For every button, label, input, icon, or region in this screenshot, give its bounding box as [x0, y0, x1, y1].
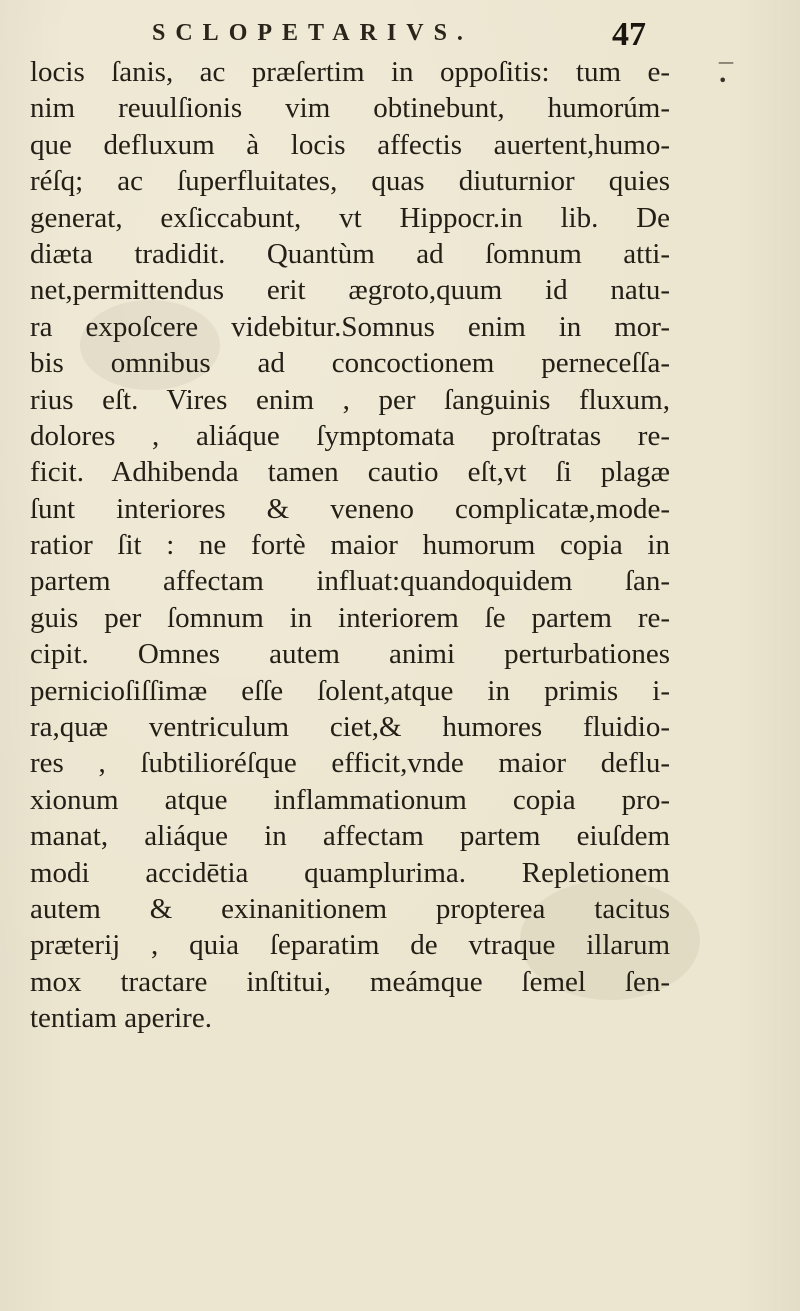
text-line: modi accidētia quamplurima. Repletionem	[30, 856, 670, 889]
text-line: tentiam aperire.	[30, 1002, 212, 1035]
running-head	[0, 16, 800, 54]
text-line: net,permittendus erit ægroto,quum id natu-	[30, 274, 670, 307]
running-title: SCLOPETARIVS.	[152, 20, 473, 46]
text-line: ficit. Adhibenda tamen cautio eſt,vt ſi plagæ	[30, 456, 670, 489]
text-line: guis per ſomnum in interiorem ſe partem re-	[30, 601, 670, 634]
text-line: réſq; ac ſuperfluitates, quas diuturnior quies	[30, 165, 670, 198]
text-line: bis omnibus ad concoctionem perneceſſa-	[30, 347, 670, 380]
text-line: pernicioſiſſimæ eſſe ſolent,atque in primis i-	[30, 674, 670, 707]
text-line: autem & exinanitionem propterea tacitus	[30, 892, 670, 925]
text-line: præterij , quia ſeparatim de vtraque illarum	[30, 929, 670, 962]
text-line: res , ſubtilioréſque efficit,vnde maior deflu-	[30, 747, 670, 780]
text-line: locis ſanis, ac præſertim in oppoſitis: tum e-	[30, 56, 670, 88]
text-line: mox tractare inſtitui, meámque ſemel ſen-	[30, 965, 670, 998]
text-line: que defluxum à locis affectis auertent,humo-	[30, 128, 670, 161]
text-line: manat, aliáque in affectam partem eiuſdem	[30, 820, 670, 853]
page-number: 47	[612, 16, 646, 53]
text-line: ratior ſit : ne fortè maior humorum copia in	[30, 529, 670, 562]
text-line: nim reuulſionis vim obtinebunt, humorúm-	[30, 92, 670, 125]
text-line: ra,quæ ventriculum ciet,& humores fluidio-	[30, 711, 670, 744]
text-line: ſunt interiores & veneno complicatæ,mode-	[30, 492, 670, 525]
text-line: ra expoſcere videbitur.Somnus enim in mor-	[30, 310, 670, 343]
body-text	[30, 54, 670, 1037]
text-line: diæta tradidit. Quantùm ad ſomnum atti-	[30, 237, 670, 270]
text-line: rius eſt. Vires enim , per ſanguinis fluxum,	[30, 383, 670, 416]
text-line: xionum atque inflammationum copia pro-	[30, 783, 670, 816]
text-line: generat, exſiccabunt, vt Hippocr.in lib. De	[30, 201, 670, 234]
margin-mark: —•	[718, 52, 734, 90]
text-line: dolores , aliáque ſymptomata proſtratas re-	[30, 419, 670, 452]
text-line: cipit. Omnes autem animi perturbationes	[30, 638, 670, 671]
text-line: partem affectam influat:quandoquidem ſan-	[30, 565, 670, 598]
